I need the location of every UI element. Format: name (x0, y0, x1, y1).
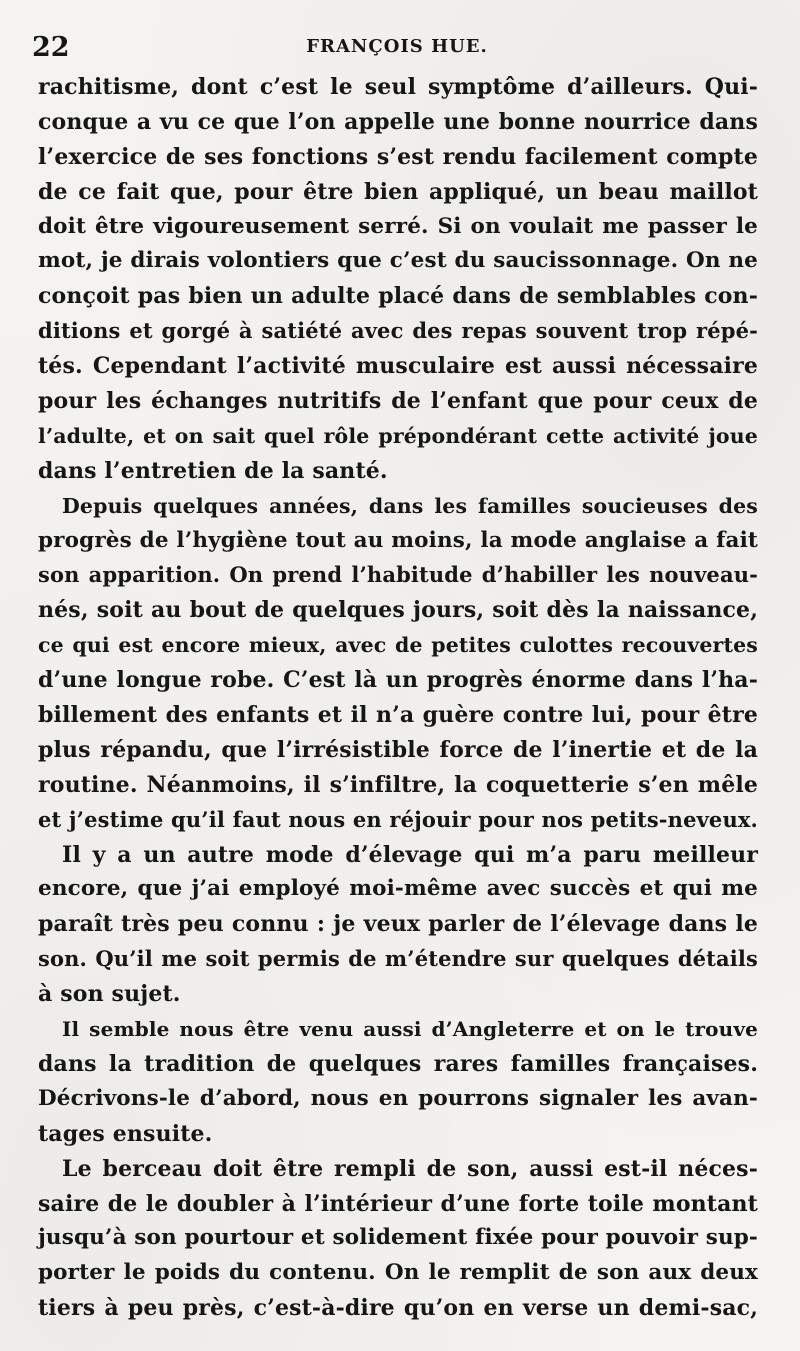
text-line: nés, soit au bout de quelques jours, soit dès la naissance, (38, 597, 758, 624)
text-line: plus répandu, que l’irrésistible force de l’inertie et de la (38, 736, 758, 763)
text-line: porter le poids du contenu. On le remplit de son aux deux (38, 1260, 758, 1286)
text-line: Depuis quelques années, dans les familles soucieuses des (62, 493, 758, 518)
page-header (32, 30, 762, 70)
text-line: progrès de l’hygiène tout au moins, la mode anglaise a fait (38, 527, 758, 553)
text-line: tés. Cependant l’activité musculaire est aussi nécessaire (38, 353, 758, 380)
text-line: paraît très peu connu : je veux parler de l’élevage dans le (38, 911, 758, 938)
text-line: son. Qu’il me soit permis de m’étendre sur quelques détails (38, 946, 758, 972)
text-line: conque a vu ce que l’on appelle une bonne nourrice dans (38, 108, 758, 135)
body-text (38, 70, 758, 1326)
text-line: Il y a un autre mode d’élevage qui m’a paru meilleur (62, 841, 758, 868)
text-line: saire de le doubler à l’intérieur d’une forte toile montant (38, 1190, 758, 1217)
text-line: doit être vigoureusement serré. Si on voulait me passer le (38, 213, 758, 239)
text-line: conçoit pas bien un adulte placé dans de semblables con- (38, 283, 758, 310)
text-line: Il semble nous être venu aussi d’Angleterre et on le trouve (62, 1017, 758, 1042)
text-line: et j’estime qu’il faut nous en réjouir pour nos petits-neveux. (38, 806, 758, 832)
text-line: son apparition. On prend l’habitude d’habiller les nouveau- (38, 562, 758, 588)
text-line: l’adulte, et on sait quel rôle prépondérant cette activité joue (38, 423, 758, 448)
text-line: pour les échanges nutritifs de l’enfant que pour ceux de (38, 388, 758, 415)
text-line: billement des enfants et il n’a guère contre lui, pour être (38, 702, 758, 729)
text-line: tiers à peu près, c’est-à-dire qu’on en verse un demi-sac, (38, 1295, 758, 1322)
text-line: tages ensuite. (38, 1120, 213, 1147)
text-line: Le berceau doit être rempli de son, aussi est-il néces- (62, 1155, 758, 1182)
text-line: routine. Néanmoins, il s’infiltre, la coquetterie s’en mêle (38, 771, 758, 798)
running-head: FRANÇOIS HUE. (306, 36, 488, 57)
text-line: de ce fait que, pour être bien appliqué, un beau maillot (38, 178, 758, 205)
text-line: ditions et gorgé à satiété avec des repas souvent trop répé- (38, 318, 758, 344)
text-line: rachitisme, dont c’est le seul symptôme d’ailleurs. Qui- (38, 74, 758, 100)
page-number: 22 (32, 32, 70, 63)
text-line: dans la tradition de quelques rares familles françaises. (38, 1050, 758, 1077)
text-line: mot, je dirais volontiers que c’est du saucissonnage. On ne (38, 248, 758, 274)
text-line: à son sujet. (38, 981, 181, 1008)
text-line: encore, que j’ai employé moi-même avec succès et qui me (38, 876, 758, 902)
text-line: ce qui est encore mieux, avec de petites culottes recouvertes (38, 633, 758, 658)
text-line: l’exercice de ses fonctions s’est rendu facilement compte (38, 143, 758, 170)
text-line: d’une longue robe. C’est là un progrès énorme dans l’ha- (38, 667, 758, 694)
text-line: Décrivons-le d’abord, nous en pourrons signaler les avan- (38, 1085, 758, 1111)
text-line: jusqu’à son pourtour et solidement fixée pour pouvoir sup- (38, 1225, 758, 1251)
text-line: dans l’entretien de la santé. (38, 457, 388, 484)
